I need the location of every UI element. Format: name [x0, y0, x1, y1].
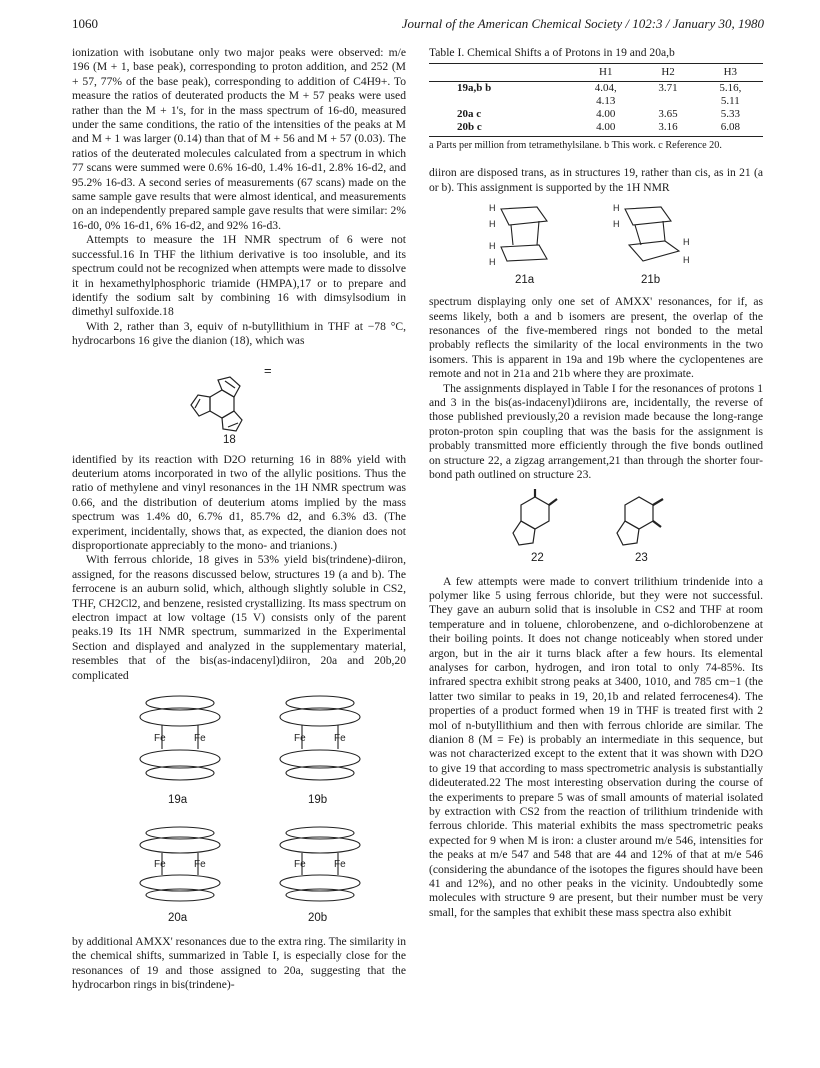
- page-header: [72, 16, 764, 34]
- table-row: [429, 95, 763, 108]
- iron-label: Fe: [334, 859, 346, 871]
- figure-label: 20a: [168, 912, 188, 925]
- table-cell: 4.00: [596, 108, 616, 121]
- table-cell: 3.71: [658, 82, 678, 95]
- iron-label: Fe: [334, 733, 346, 745]
- table-row: [429, 121, 763, 137]
- paragraph: diiron are disposed trans, as in structures 19, rather than cis, as in 21 (a or b). This assignment is supported by the 1H NMR: [429, 166, 763, 194]
- table-row: [429, 108, 763, 121]
- table-title: Table I. Chemical Shifts a of Protons in 19 and 20a,b: [429, 46, 675, 59]
- table-cell: 5.33: [720, 108, 740, 121]
- table-cell: [638, 95, 697, 108]
- journal-citation: Journal of the American Chemical Society / 102:3 / January 30, 1980: [401, 16, 764, 31]
- paragraph: ionization with isobutane only two major peaks were observed: m/e 196 (M + 1, base peak), corresponding to proton addition, and 252 (M + 57, 77% of the base peak), corresponding to addition of C4H9+. To measure the ratios of deuterated products the M + 57 peaks were used rather than the M + 1's, for in the mass spectrum of 16-d0, measured under the same conditions, the ratio of the intensities of the peaks at M and M + 1 was larger (0.14) than that of M + 56 and M + 57 (0.03). The ratios of the deuterated molecules calculated from a spectrum in which 77 scans were summed were 0.6% 16-d0, 1.4% 16-d1, 2.8% 16-d2, and 95.2% 16-d3. A second series of measurements (67 scans) made on the same sample gave results that were almost identical, and measurements on an independently prepared sample gave results that were similar: 2% 16-d0, 0% 16-d1, 6% 16-d2, and 92% 16-d3.: [72, 46, 406, 232]
- paragraph: The assignments displayed in Table I for the resonances of protons 1 and 3 in the bis(as-indacenyl)diirons are, incidentally, the reverse of those published previously,20 a revision made because the long-range proton-proton spin coupling that was the basis for the assignment is probably transmitted more efficiently through the five bonds outlined on structure 22, a zigzag arrangement,21 than through the shorter four-bond path outlined on structure 23.: [429, 381, 763, 482]
- figure-label: 19a: [168, 794, 188, 807]
- figure-label: 20b: [308, 912, 328, 925]
- paragraph: With ferrous chloride, 18 gives in 53% yield bis(trindene)-diiron, assigned, for the reasons discussed below, structures 19 (a and b). The ferrocene is an auburn solid, which, although slightly soluble in CS2, THF, CH2Cl2, and benzene, resisted crystallizing. Its mass spectrum on electron impact at low voltage (15 V) consists only of the parent peaks.19 Its 1H NMR spectrum, summarized in the Experimental Section and displayed and analyzed in the supplementary material, resembles that of the bis(as-indacenyl)diiron, 20a and 20b,20 complicated: [72, 553, 406, 682]
- structures-22-23: [429, 487, 763, 571]
- iron-label: Fe: [294, 859, 306, 871]
- hydrogen-label: H: [683, 237, 690, 248]
- table-cell: 20b c: [429, 121, 573, 137]
- table-footnote: a Parts per million from tetramethylsilane. b This work. c Reference 20.: [429, 140, 722, 152]
- structures-21-drawing: [429, 199, 763, 273]
- paragraph: by additional AMXX' resonances due to the extra ring. The similarity in the chemical shifts, summarized in Table I, is especially close for the resonances of 19 and those assigned to 20a, suggesting that the hydrocarbon rings in bis(trindene)-: [72, 935, 406, 992]
- figure-label: 23: [635, 551, 648, 564]
- column-header: H1: [573, 64, 638, 82]
- table-cell: 5.16,: [719, 82, 742, 95]
- structures-21: [429, 199, 763, 291]
- paragraph: spectrum displaying only one set of AMXX' resonances, for if, as seems likely, both a and b isomers are present, the overlap of the resonances of the five-membered rings not bonded to the metal probably reflects the similarity of the local environments in the two isomers. This is apparent in 19a and 19b where the cyclopentenes are remote and not in 21a and 21b where they are proximate.: [429, 295, 763, 381]
- chemical-shift-table: [429, 63, 763, 137]
- structures-19-drawing: [72, 687, 406, 817]
- structure-18-drawing: [72, 353, 406, 433]
- hydrogen-label: H: [489, 241, 496, 252]
- column-header: [429, 64, 573, 82]
- structures-22-23-drawing: [429, 487, 763, 549]
- column-header: H3: [698, 64, 763, 82]
- hydrogen-label: H: [613, 219, 620, 230]
- structure-18: [72, 353, 406, 449]
- table-cell: 19a,b b: [457, 82, 492, 95]
- table-cell: 4.00: [573, 121, 638, 137]
- iron-label: Fe: [194, 859, 206, 871]
- figure-label: 22: [531, 551, 544, 564]
- column-header: H2: [638, 64, 697, 82]
- hydrogen-label: H: [489, 219, 496, 230]
- iron-label: Fe: [154, 733, 166, 745]
- structures-20-drawing: [72, 821, 406, 911]
- table-cell: 5.11: [720, 95, 740, 108]
- table-1: [429, 46, 763, 152]
- figure-label: 19b: [308, 794, 328, 807]
- paragraph: A few attempts were made to convert trilithium trindenide into a polymer like 5 using ferrous chloride, but they were not successful. They gave an auburn solid that is insoluble in CS2 and THF at room temperature and in toluene, chlorobenzene, and o-dichlorobenzene at their boiling points. It does not change noticeably when stored under argon, but in the air it turns black after a few hours. Its elemental analyses for carbon, hydrogen, and iron total to only 74-85%. Its infrared spectra exhibit strong peaks at 3400, 1010, and 785 cm−1 (the latter two similar to peaks in 19, 20,1b and related ferrocenes4). The properties of a product formed when 19 in THF is treated first with 2 mol of n-butyllithium and then with ferrous chloride are similar. The dianion 8 (M = Fe) is probably an intermediate in this sequence, but was not characterized except to the extent that it was shown with D2O to give 19 that according to mass spectrometric analysis is substantially dideuterated.22 The most interesting observation during the course of the experiments to prepare 5 was of small amounts of material isolated by extraction with CS2 from the reaction of trilithium trindenide with ferrous chloride. This material exhibits the mass spectrometric peaks expected for 9 when M is iron: a cluster around m/e 546, intensities for the peaks at m/e 547 and 548 that are 44 and 12% of that at m/e 546 (considering the abundance of the isotopes the figures should have been 41 and 12%), and no other peaks in the vicinity. Undoubtedly some molecules with structure 9 are present, but their number must be very small, for the samples that exhibit these mass spectra also exhibit: [429, 574, 763, 919]
- table-cell: 3.65: [658, 108, 678, 121]
- paragraph: With 2, rather than 3, equiv of n-butyllithium in THF at −78 °C, hydrocarbons 16 give the dianion (18), which was: [72, 319, 406, 348]
- figure-label: 21b: [641, 274, 661, 287]
- table-cell: [429, 95, 573, 108]
- structures-20: [72, 821, 406, 931]
- table-cell: 4.13: [596, 95, 616, 108]
- table-cell: 3.16: [638, 121, 697, 137]
- figure-label: 18: [223, 433, 236, 446]
- left-column: [72, 46, 406, 993]
- table-row: [429, 82, 763, 96]
- charge-label: =: [264, 362, 272, 378]
- right-column: [429, 46, 763, 920]
- hydrogen-label: H: [613, 203, 620, 214]
- table-header-row: [429, 64, 763, 82]
- table-cell: 20a c: [457, 108, 482, 121]
- page-number: 1060: [72, 16, 98, 31]
- paragraph: Attempts to measure the 1H NMR spectrum of 6 were not successful.16 In THF the lithium derivative is too insoluble, and its spectrum could not be recognized when attempts were made to dissolve it in hexamethylphosphoric triamide (HMPA),17 or to prepare and identify the sodium salt by combining 16 with dimsylsodium in dimethyl sulfoxide.18: [72, 233, 406, 319]
- table-cell: 4.04,: [594, 82, 617, 95]
- structures-19: [72, 687, 406, 817]
- iron-label: Fe: [194, 733, 206, 745]
- figure-label: 21a: [515, 274, 535, 287]
- iron-label: Fe: [154, 859, 166, 871]
- hydrogen-label: H: [489, 257, 496, 268]
- hydrogen-label: H: [683, 255, 690, 266]
- hydrogen-label: H: [489, 203, 496, 214]
- table-cell: 6.08: [698, 121, 763, 137]
- iron-label: Fe: [294, 733, 306, 745]
- paragraph: identified by its reaction with D2O returning 16 in 88% yield with deuterium atoms incorporated in two of the allylic positions. Thus the ratio of methylene and vinyl resonances in the 1H NMR spectrum was 0.66, and the distribution of deuterium atoms implied by the mass spectrum was 1.4% d0, 6.7% d1, 85.7% d2, and 6.3% d3. (The experiment, incidentally, shows that, as expected, the dianion does not disproportionate appreciably to the mono- and trianions.): [72, 452, 406, 552]
